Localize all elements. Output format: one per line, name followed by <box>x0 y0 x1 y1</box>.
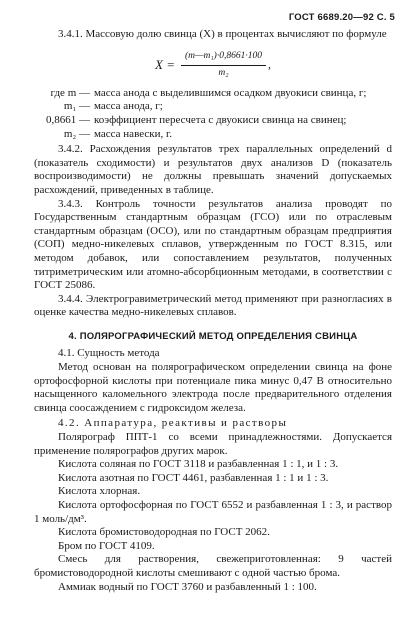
definition-row <box>34 128 392 142</box>
paragraph-3-4-1: 3.4.1. Массовую долю свинца (X) в процентах вычисляют по формуле <box>58 28 387 40</box>
definition-text: масса навески, г. <box>94 127 172 140</box>
definition-symbol: m₁ — <box>63 100 90 113</box>
section-title: 4. ПОЛЯРОГРАФИЧЕСКИЙ МЕТОД ОПРЕДЕЛЕНИЯ СВИНЦА <box>68 330 358 342</box>
definition-row <box>34 87 392 101</box>
paragraph-3-4-3: 3.4.3. Контроль точности результатов анализа проводят по Государственным стандартным образцам (ГСО) или по отраслевым стандартным образцам (ОСО), или по стандартным образцам предприятия (СОП) медно-никелевых сплавов, утвержденным по ГОСТ 8.315, или методом добавок, или сопоставлением результатов, полученных титриметрическим или атомно-абсорбционным методами, в соответствии с ГОСТ 25086. <box>34 197 392 292</box>
list-item: Кислота бромистоводородная по ГОСТ 2062. <box>58 526 270 539</box>
formula-denominator: m₂ <box>218 68 229 79</box>
list-item: Кислота хлорная. <box>58 485 141 498</box>
formula-lhs: X = <box>155 57 176 73</box>
list-item: Смесь для растворения, свежеприготовленная: 9 частей бромистоводородной кислоты смешивают с одной частью брома. <box>34 553 392 579</box>
definition-text: масса анода с выделившимся осадком двуокиси свинца, г; <box>94 86 367 99</box>
page-header: ГОСТ 6689.20—92 С. 5 <box>288 12 395 23</box>
subsection-heading-4-2: 4.2. Аппаратура, реактивы и растворы <box>58 417 288 430</box>
document-body <box>34 28 392 594</box>
list-item: Бром по ГОСТ 4109. <box>58 539 155 552</box>
definition-symbol: 0,8661 — <box>46 113 90 126</box>
list-item: Кислота азотная по ГОСТ 4461, разбавленная 1 : 1 и 1 : 3. <box>58 471 329 484</box>
definition-text: коэффициент пересчета с двуокиси свинца на свинец; <box>94 113 347 126</box>
definition-row <box>34 114 392 128</box>
definition-text: масса анода, г; <box>94 100 163 113</box>
list-item: Кислота соляная по ГОСТ 3118 и разбавленная 1 : 1, и 1 : 3. <box>58 458 339 471</box>
list-item: Полярограф ППТ-1 со всеми принадлежностями. Допускается применение полярографов других марок. <box>34 431 392 457</box>
paragraph-3-4-4: 3.4.4. Электрогравиметрический метод применяют при разногласиях в оценке качества медно-никелевых сплавов. <box>34 292 392 319</box>
paragraph-3-4-2: 3.4.2. Расхождения результатов трех параллельных определений d (показатель сходимости) и результатов двух анализов D (показатель воспроизводимости) не должны превышать значений допускаемых расхождений, приведенных в таблице. <box>34 143 392 196</box>
definition-symbol: m₂ — <box>63 127 90 140</box>
formula-comma: , <box>267 57 271 72</box>
subsection-heading-4-1: 4.1. Сущность метода <box>58 347 160 360</box>
paragraph-4-1: Метод основан на полярографическом определении свинца на фоне ортофосфорной кислоты при потенциале пика минус 0,47 В относительно насыщенного каломельного электрода после предварительного отделения свинца соосаждением с гидроксидом железа. <box>34 361 392 414</box>
definition-row <box>34 100 392 114</box>
definition-symbol: где m — <box>50 86 90 99</box>
list-item: Аммиак водный по ГОСТ 3760 и разбавленный 1 : 100. <box>58 580 317 593</box>
formula-fraction <box>181 50 266 81</box>
list-item: Кислота ортофосфорная по ГОСТ 6552 и разбавленная 1 : 3, и раствор 1 моль/дм³. <box>34 499 392 525</box>
formula-definitions <box>34 87 392 141</box>
formula-numerator: (m—m₁)·0,8661·100 <box>181 50 266 67</box>
formula <box>34 50 392 81</box>
